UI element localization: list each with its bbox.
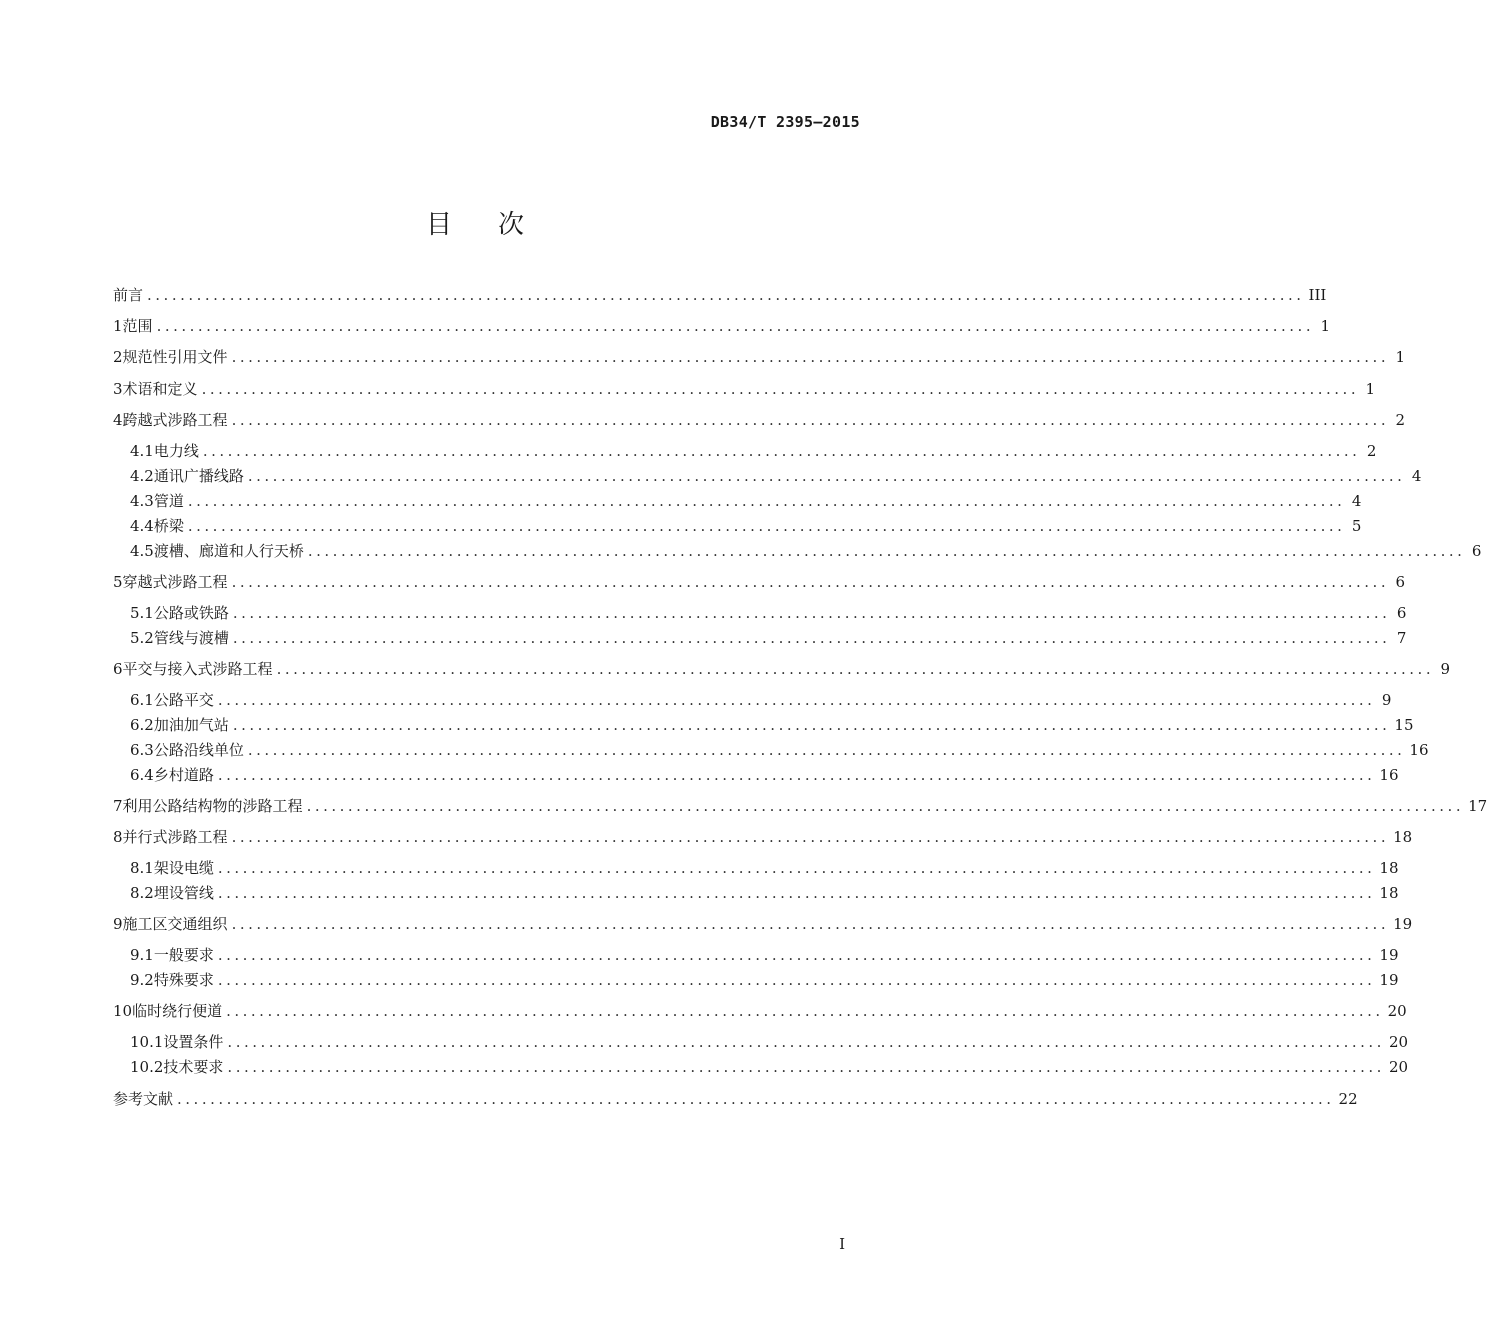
toc-entry-page: 5 — [1351, 517, 1362, 535]
toc-entry[interactable] — [113, 539, 1482, 563]
toc-entry-page: 19 — [1379, 971, 1399, 989]
toc-leader-dots: ............................................................................................................................................ — [217, 946, 1376, 964]
toc-entry-page: 9 — [1381, 691, 1392, 709]
toc-entry[interactable] — [113, 626, 1407, 650]
toc-entry-number: 4.5 — [130, 542, 154, 560]
toc-leader-dots: ............................................................................................................................................ — [147, 286, 1305, 304]
toc-leader-dots: ............................................................................................................................................ — [227, 1033, 1385, 1051]
toc-leader-dots: ............................................................................................................................................ — [231, 828, 1390, 846]
toc-entry-label: 前言 — [113, 286, 144, 304]
toc-leader-dots: ............................................................................................................................................ — [156, 317, 1315, 335]
toc-entry-label: 特殊要求 — [153, 971, 214, 989]
toc-entry-number: 5.1 — [130, 604, 154, 622]
toc-entry-page: III — [1308, 286, 1327, 304]
toc-entry-label: 渡槽、廊道和人行天桥 — [153, 542, 304, 560]
toc-entry-label: 通讯广播线路 — [153, 467, 244, 485]
toc-entry-label: 公路平交 — [153, 691, 214, 709]
toc-entry-number: 4.2 — [130, 467, 154, 485]
toc-entry-number: 7 — [113, 797, 123, 815]
toc-entry-label: 设置条件 — [163, 1033, 224, 1051]
toc-entry[interactable] — [113, 713, 1414, 737]
toc-entry-label: 参考文献 — [113, 1090, 174, 1108]
toc-entry-label: 平交与接入式涉路工程 — [122, 660, 273, 678]
toc-leader-dots: ............................................................................................................................................ — [177, 1090, 1335, 1108]
toc-entry-label: 电力线 — [153, 442, 199, 460]
toc-leader-dots: ............................................................................................................................................ — [231, 348, 1390, 366]
toc-entry-label: 乡村道路 — [153, 766, 214, 784]
toc-entry-page: 6 — [1471, 542, 1482, 560]
toc-entry[interactable] — [113, 968, 1399, 992]
toc-entry-label: 架设电缆 — [153, 859, 214, 877]
toc-leader-dots: ............................................................................................................................................ — [306, 797, 1465, 815]
toc-entry-page: 20 — [1388, 1033, 1409, 1051]
toc-entry-label: 埋设管线 — [153, 884, 214, 902]
toc-leader-dots: ............................................................................................................................................ — [187, 492, 1346, 510]
toc-leader-dots: ............................................................................................................................................ — [217, 971, 1376, 989]
toc-leader-dots: ............................................................................................................................................ — [187, 517, 1346, 535]
toc-entry-label: 并行式涉路工程 — [122, 828, 228, 846]
toc-entry-label: 规范性引用文件 — [122, 348, 228, 366]
toc-entry-number: 4.4 — [130, 517, 154, 535]
toc-entry-page: 16 — [1409, 741, 1429, 759]
toc-entry-label: 管线与渡槽 — [153, 629, 229, 647]
toc-entry-page: 15 — [1394, 716, 1414, 734]
toc-leader-dots: ............................................................................................................................................ — [217, 859, 1376, 877]
toc-leader-dots: ............................................................................................................................................ — [217, 884, 1376, 902]
toc-leader-dots: ............................................................................................................................................ — [231, 411, 1390, 429]
toc-entry-page: 2 — [1395, 411, 1406, 429]
toc-leader-dots: ............................................................................................................................................ — [231, 573, 1390, 591]
toc-entry[interactable] — [113, 345, 1406, 369]
toc-leader-dots: ............................................................................................................................................ — [307, 542, 1466, 560]
toc-entry-page: 18 — [1393, 828, 1413, 846]
toc-entry-page: 17 — [1468, 797, 1487, 815]
toc-entry-label: 利用公路结构物的涉路工程 — [122, 797, 303, 815]
toc-entry[interactable] — [113, 570, 1406, 594]
toc-title: 目次 — [425, 210, 570, 240]
toc-entry[interactable] — [113, 489, 1362, 513]
toc-leader-dots: ............................................................................................................................................ — [232, 604, 1391, 622]
toc-entry-number: 6.1 — [130, 691, 154, 709]
toc-entry-page: 9 — [1440, 660, 1451, 678]
toc-entry-label: 术语和定义 — [122, 380, 198, 398]
toc-entry[interactable] — [113, 881, 1399, 905]
toc-leader-dots: ............................................................................................................................................ — [276, 660, 1435, 678]
toc-leader-dots: ............................................................................................................................................ — [232, 629, 1391, 647]
toc-entry-label: 跨越式涉路工程 — [122, 411, 228, 429]
toc-entry-number: 9 — [113, 915, 123, 933]
toc-entry-page: 19 — [1393, 915, 1413, 933]
toc-entry-page: 1 — [1320, 317, 1331, 335]
toc-entry-page: 7 — [1396, 629, 1407, 647]
toc-entry-label: 施工区交通组织 — [122, 915, 228, 933]
toc-entry-page: 19 — [1379, 946, 1399, 964]
toc-entry[interactable] — [113, 943, 1399, 967]
toc-entry[interactable] — [113, 464, 1422, 488]
toc-entry[interactable] — [113, 794, 1487, 818]
toc-entry[interactable] — [113, 856, 1399, 880]
toc-entry-label: 桥梁 — [153, 517, 184, 535]
toc-entry-number: 10 — [113, 1002, 133, 1020]
toc-entry-page: 4 — [1351, 492, 1362, 510]
toc-entry-number: 3 — [113, 380, 123, 398]
toc-entry-number: 5 — [113, 573, 123, 591]
toc-entry-page: 20 — [1387, 1002, 1407, 1020]
toc-entry[interactable] — [113, 1087, 1358, 1111]
toc-entry-page: 1 — [1365, 380, 1376, 398]
toc-entry-label: 公路沿线单位 — [153, 741, 244, 759]
toc-entry[interactable] — [113, 999, 1407, 1023]
toc-entry-number: 1 — [113, 317, 123, 335]
toc-entry[interactable] — [113, 825, 1413, 849]
toc-entry-label: 公路或铁路 — [153, 604, 229, 622]
toc-leader-dots: ............................................................................................................................................ — [247, 467, 1406, 485]
toc-entry[interactable] — [113, 688, 1392, 712]
page-number: I — [839, 1235, 845, 1253]
toc-entry-number: 2 — [113, 348, 123, 366]
toc-entry-number: 8.2 — [130, 884, 154, 902]
toc-entry[interactable] — [113, 601, 1407, 625]
toc-entry[interactable] — [113, 514, 1362, 538]
toc-leader-dots: ............................................................................................................................................ — [202, 442, 1361, 460]
toc-entry-number: 4.1 — [130, 442, 154, 460]
toc-entry-page: 16 — [1379, 766, 1399, 784]
toc-entry[interactable] — [113, 408, 1406, 432]
toc-entry-page: 6 — [1395, 573, 1406, 591]
toc-entry-label: 技术要求 — [163, 1058, 224, 1076]
toc-entry-label: 临时绕行便道 — [132, 1002, 223, 1020]
toc-entry-number: 10.2 — [130, 1058, 164, 1076]
toc-entry-number: 8 — [113, 828, 123, 846]
toc-entry[interactable] — [113, 763, 1399, 787]
toc-entry-number: 6.2 — [130, 716, 154, 734]
toc-leader-dots: ............................................................................................................................................ — [226, 1002, 1384, 1020]
toc-leader-dots: ............................................................................................................................................ — [231, 915, 1390, 933]
toc-entry[interactable] — [113, 1030, 1409, 1054]
toc-entry-number: 5.2 — [130, 629, 154, 647]
toc-entry-number: 6.3 — [130, 741, 154, 759]
toc-entry[interactable] — [113, 377, 1376, 401]
toc-entry-page: 18 — [1379, 859, 1399, 877]
toc-entry-page: 18 — [1379, 884, 1399, 902]
toc-leader-dots: ............................................................................................................................................ — [232, 716, 1391, 734]
toc-entry[interactable] — [113, 1055, 1409, 1079]
toc-entry[interactable] — [113, 912, 1413, 936]
toc-entry-number: 4.3 — [130, 492, 154, 510]
toc-entry-label: 管道 — [153, 492, 184, 510]
toc-entry-label: 穿越式涉路工程 — [122, 573, 228, 591]
toc-entry-number: 8.1 — [130, 859, 154, 877]
toc-entry-page: 20 — [1388, 1058, 1409, 1076]
toc-entry-number: 10.1 — [130, 1033, 164, 1051]
toc-entry[interactable] — [113, 439, 1377, 463]
toc-leader-dots: ............................................................................................................................................ — [247, 741, 1406, 759]
toc-entry-label: 加油加气站 — [153, 716, 229, 734]
toc-entry-page: 1 — [1395, 348, 1406, 366]
toc-entry-number: 6 — [113, 660, 123, 678]
document-code: DB34/T 2395—2015 — [710, 113, 860, 131]
toc-entry-page: 4 — [1411, 467, 1422, 485]
toc-leader-dots: ............................................................................................................................................ — [217, 691, 1376, 709]
toc-entry-number: 6.4 — [130, 766, 154, 784]
toc-entry-number: 9.1 — [130, 946, 154, 964]
toc-entry-page: 6 — [1396, 604, 1407, 622]
toc-entry-number: 9.2 — [130, 971, 154, 989]
toc-entry-label: 一般要求 — [153, 946, 214, 964]
toc-leader-dots: ............................................................................................................................................ — [227, 1058, 1385, 1076]
toc-entry-page: 2 — [1366, 442, 1377, 460]
toc-entry[interactable] — [113, 738, 1429, 762]
toc-entry[interactable] — [113, 314, 1331, 338]
toc-entry[interactable] — [113, 657, 1451, 681]
toc-entry[interactable] — [113, 283, 1327, 307]
toc-entry-number: 4 — [113, 411, 123, 429]
toc-leader-dots: ............................................................................................................................................ — [217, 766, 1376, 784]
toc-entry-page: 22 — [1338, 1090, 1358, 1108]
toc-entry-label: 范围 — [122, 317, 153, 335]
toc-leader-dots: ............................................................................................................................................ — [201, 380, 1360, 398]
